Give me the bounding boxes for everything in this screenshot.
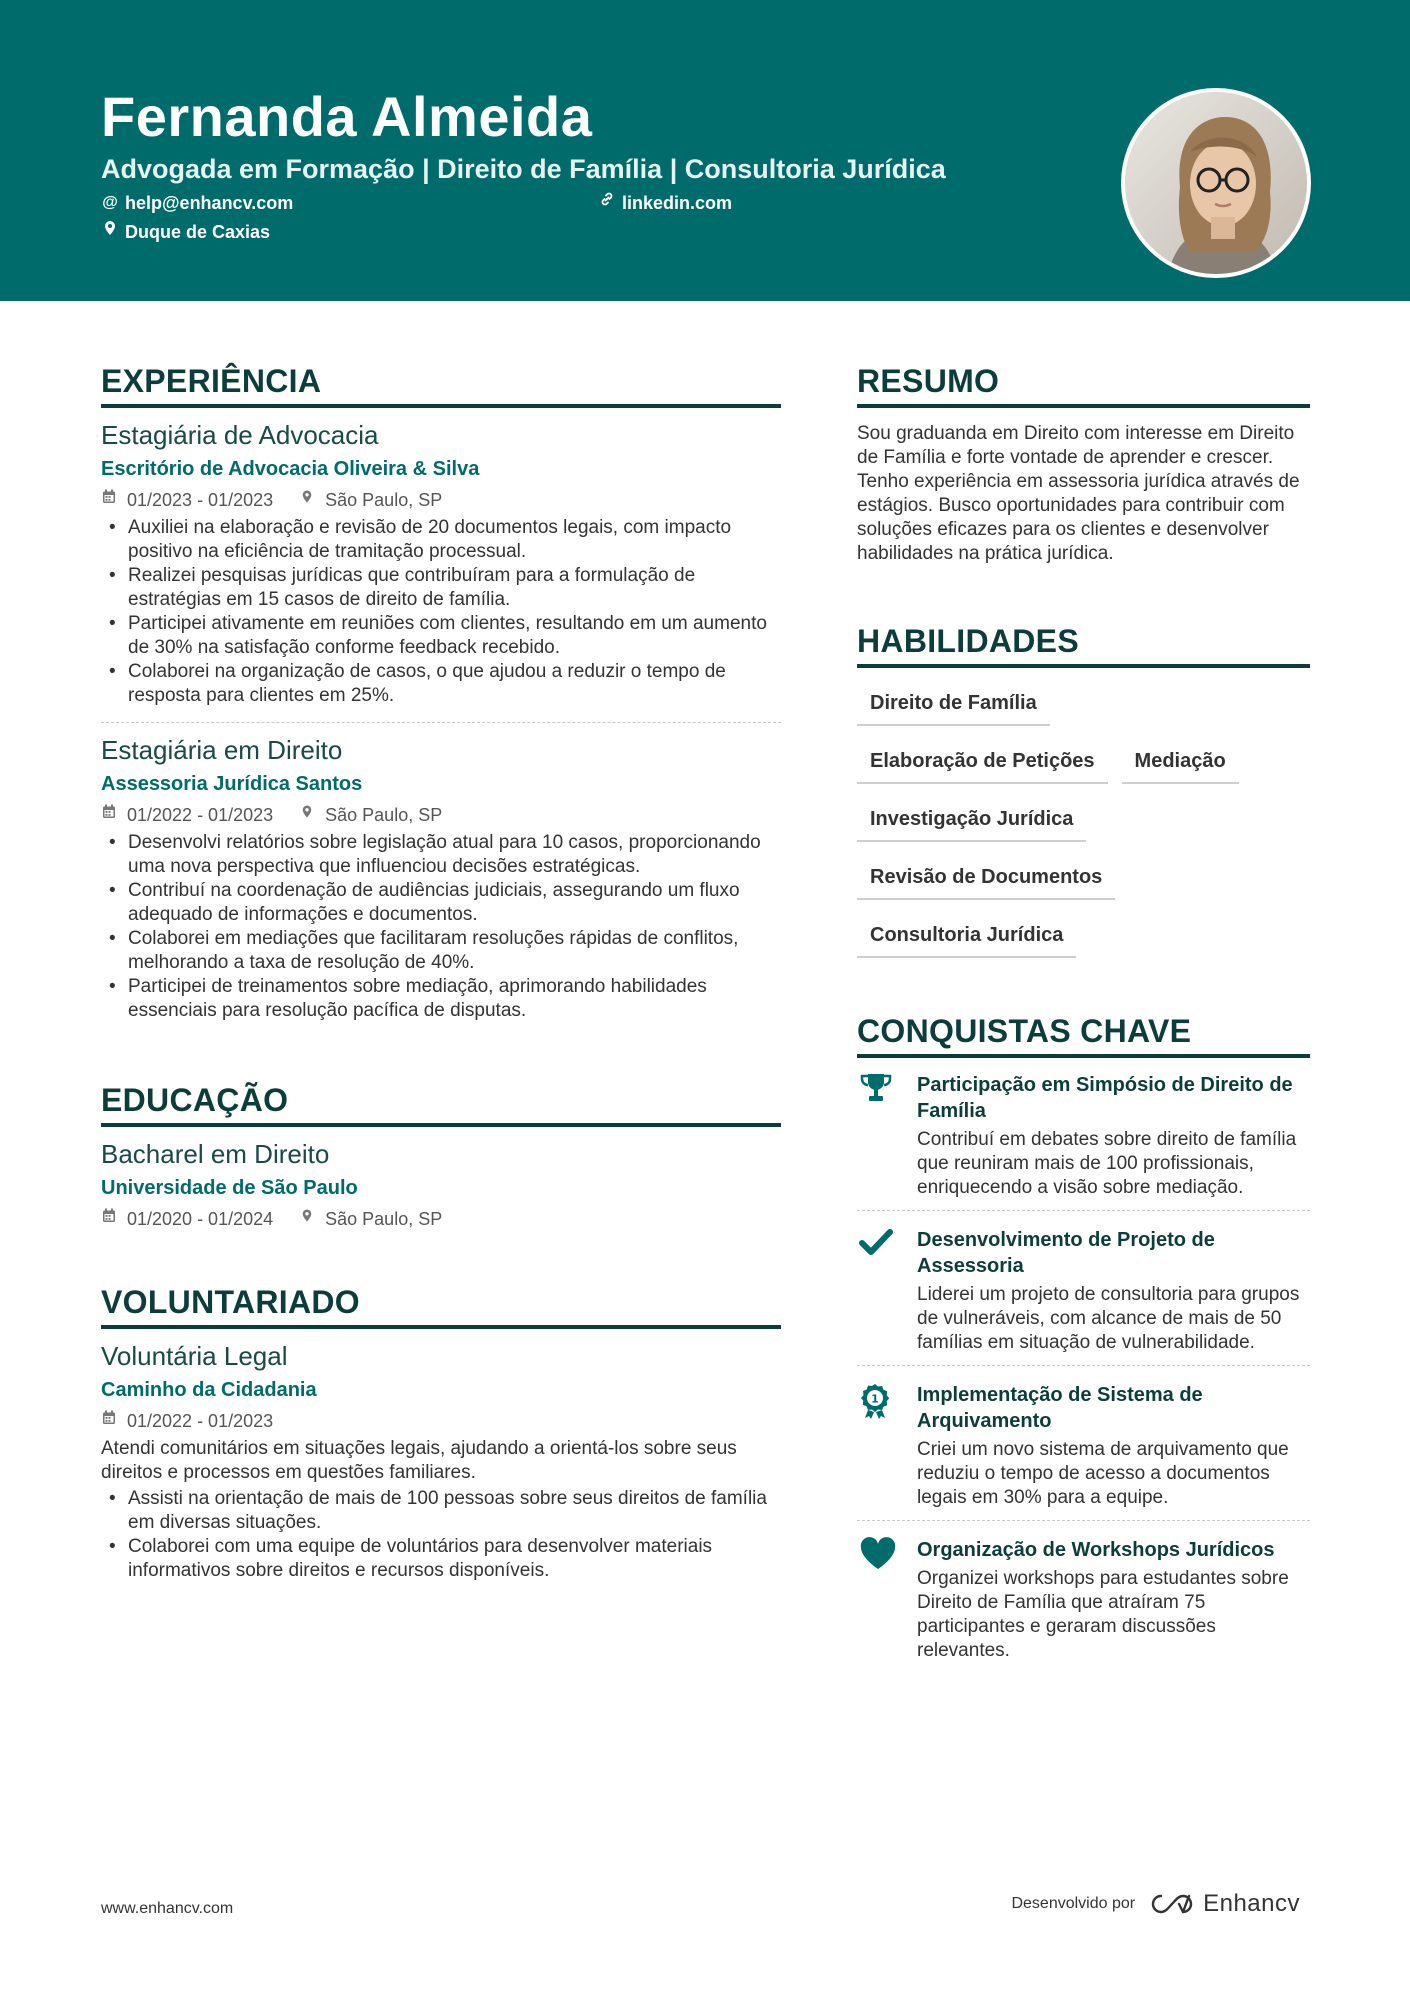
experience-role: Estagiária em Direito: [101, 735, 343, 765]
checkmark-icon: [857, 1227, 917, 1355]
skills-section-title: HABILIDADES: [857, 620, 1310, 668]
achievement-title: Participação em Simpósio de Direito de Família: [917, 1074, 1293, 1122]
experience-dates: 01/2022 - 01/2023: [127, 805, 274, 825]
location-text: Duque de Caxias: [125, 222, 271, 242]
experience-meta: [101, 801, 781, 829]
education-entry: [101, 1127, 781, 1233]
calendar-icon: [101, 486, 117, 514]
contact-linkedin[interactable]: [598, 191, 732, 215]
location-pin-icon: [299, 1205, 315, 1233]
volunteering-section-title: VOLUNTARIADO: [101, 1281, 781, 1329]
volunteering-org: Caminho da Cidadania: [101, 1379, 317, 1401]
enhancv-logo-icon: [1149, 1892, 1195, 1916]
education-dates: 01/2020 - 01/2024: [127, 1209, 274, 1229]
education-location: [299, 1205, 442, 1233]
achievement-title: Organização de Workshops Jurídicos: [917, 1539, 1275, 1561]
education-degree: Bacharel em Direito: [101, 1139, 330, 1169]
experience-entry: [101, 408, 781, 708]
achievements-section-title: CONQUISTAS CHAVE: [857, 1010, 1310, 1058]
bullet-item: • Contribuí na coordenação de audiências judiciais, assegurando um fluxo adequado de informações e documentos.: [101, 879, 781, 927]
experience-org: Escritório de Advocacia Oliveira & Silva: [101, 458, 480, 480]
contact-email[interactable]: [101, 191, 293, 215]
achievement-description: Liderei um projeto de consultoria para grupos de vulneráveis, com alcance de mais de 50 famílias em situação de vulnerabilidade.: [917, 1284, 1300, 1353]
volunteering-meta: [101, 1407, 781, 1435]
heart-icon: [857, 1537, 917, 1663]
linkedin-text: linkedin.com: [622, 193, 733, 213]
left-column: [101, 360, 781, 1583]
calendar-icon: [101, 801, 117, 829]
achievement-title: Implementação de Sistema de Arquivamento: [917, 1384, 1203, 1432]
skill-tag: Investigação Jurídica: [857, 796, 1086, 842]
volunteering-description: Atendi comunitários em situações legais, ajudando a orientá-los sobre seus direitos e processos em questões familiares.: [101, 1438, 737, 1483]
at-icon: @: [102, 194, 118, 211]
bullet-item: • Auxiliei na elaboração e revisão de 20 documentos legais, com impacto positivo na eficiência de tramitação processual.: [101, 516, 781, 564]
volunteering-entry: [101, 1329, 781, 1583]
calendar-icon: [101, 1205, 117, 1233]
experience-role: Estagiária de Advocacia: [101, 420, 379, 450]
experience-bullets: [101, 831, 781, 1023]
experience-location-text: São Paulo, SP: [325, 805, 443, 825]
location-pin-icon: [299, 486, 315, 514]
volunteering-dates: 01/2022 - 01/2023: [127, 1411, 274, 1431]
summary-section-title: RESUMO: [857, 360, 1310, 408]
experience-location-text: São Paulo, SP: [325, 490, 443, 510]
footer-website[interactable]: www.enhancv.com: [101, 1900, 234, 1917]
achievement-item: [857, 1521, 1310, 1673]
achievement-description: Organizei workshops para estudantes sobre Direito de Família que atraíram 75 participantes e geraram discussões relevantes.: [917, 1568, 1289, 1661]
achievement-item: [857, 1058, 1310, 1210]
education-section-title: EDUCAÇÃO: [101, 1079, 781, 1127]
achievement-item: [857, 1211, 1310, 1365]
skill-tag: Direito de Família: [857, 680, 1050, 726]
enhancv-brand-text: Enhancv: [1203, 1890, 1300, 1917]
experience-org: Assessoria Jurídica Santos: [101, 773, 363, 795]
bullet-item: • Colaborei em mediações que facilitaram resoluções rápidas de conflitos, melhorando a taxa de resolução de 40%.: [101, 927, 781, 975]
svg-text:1: 1: [871, 1392, 879, 1406]
footer-branding: [1011, 1890, 1300, 1918]
skill-tag: Consultoria Jurídica: [857, 912, 1076, 958]
skill-tag: Revisão de Documentos: [857, 854, 1115, 900]
volunteering-role: Voluntária Legal: [101, 1341, 288, 1371]
profile-photo: [1121, 88, 1311, 278]
powered-by-text: Desenvolvido por: [1011, 1895, 1136, 1912]
experience-section-title: EXPERIÊNCIA: [101, 360, 781, 408]
achievement-description: Criei um novo sistema de arquivamento que reduziu o tempo de acesso a documentos legais em 30% para a equipe.: [917, 1439, 1289, 1508]
candidate-name: Fernanda Almeida: [101, 85, 593, 148]
experience-location: [299, 801, 442, 829]
experience-location: [299, 486, 442, 514]
bullet-item: • Colaborei na organização de casos, o que ajudou a reduzir o tempo de resposta para clientes em 25%.: [101, 660, 781, 708]
skill-tag: Mediação: [1122, 738, 1239, 784]
achievement-item: [857, 1366, 1310, 1520]
bullet-item: • Participei de treinamentos sobre mediação, aprimorando habilidades essenciais para resolução pacífica de disputas.: [101, 975, 781, 1023]
location-pin-icon: [101, 220, 119, 244]
education-org: Universidade de São Paulo: [101, 1177, 358, 1199]
bullet-item: • Participei ativamente em reuniões com clientes, resultando em um aumento de 30% na satisfação conforme feedback recebido.: [101, 612, 781, 660]
bullet-item: • Colaborei com uma equipe de voluntários para desenvolver materiais informativos sobre direitos e recursos disponíveis.: [101, 1535, 781, 1583]
experience-bullets: [101, 516, 781, 708]
email-text: help@enhancv.com: [125, 193, 294, 213]
bullet-item: • Assisti na orientação de mais de 100 pessoas sobre seus direitos de família em diversas situações.: [101, 1487, 781, 1535]
skills-list: [857, 680, 1310, 970]
experience-dates: 01/2023 - 01/2023: [127, 490, 274, 510]
bullet-item: • Desenvolvi relatórios sobre legislação atual para 10 casos, proporcionando uma nova perspectiva que influenciou decisões estratégicas.: [101, 831, 781, 879]
right-column: [857, 360, 1310, 1673]
volunteering-bullets: [101, 1487, 781, 1583]
education-meta: [101, 1205, 781, 1233]
summary-text: Sou graduanda em Direito com interesse em Direito de Família e forte vontade de aprender e crescer. Tenho experiência em assessoria jurídica através de estágios. Busco oportunidades para contribuir com soluções eficazes para os clientes e desenvolver habilidades na prática jurídica.: [857, 423, 1300, 564]
award-ribbon-icon: [857, 1382, 917, 1510]
experience-meta: [101, 486, 781, 514]
skill-tag: Elaboração de Petições: [857, 738, 1108, 784]
achievement-title: Desenvolvimento de Projeto de Assessoria: [917, 1229, 1215, 1277]
calendar-icon: [101, 1407, 117, 1435]
link-icon: [598, 191, 616, 215]
trophy-icon: [857, 1072, 917, 1200]
bullet-item: • Realizei pesquisas jurídicas que contribuíram para a formulação de estratégias em 15 casos de direito de família.: [101, 564, 781, 612]
resume-header: [0, 0, 1410, 301]
achievement-description: Contribuí em debates sobre direito de família que reuniram mais de 100 profissionais, enriquecendo a visão sobre mediação.: [917, 1129, 1297, 1198]
location-pin-icon: [299, 801, 315, 829]
candidate-subtitle: Advogada em Formação | Direito de Família | Consultoria Jurídica: [101, 154, 946, 184]
experience-entry: [101, 723, 781, 1023]
education-location-text: São Paulo, SP: [325, 1209, 443, 1229]
contact-location: [101, 220, 270, 244]
